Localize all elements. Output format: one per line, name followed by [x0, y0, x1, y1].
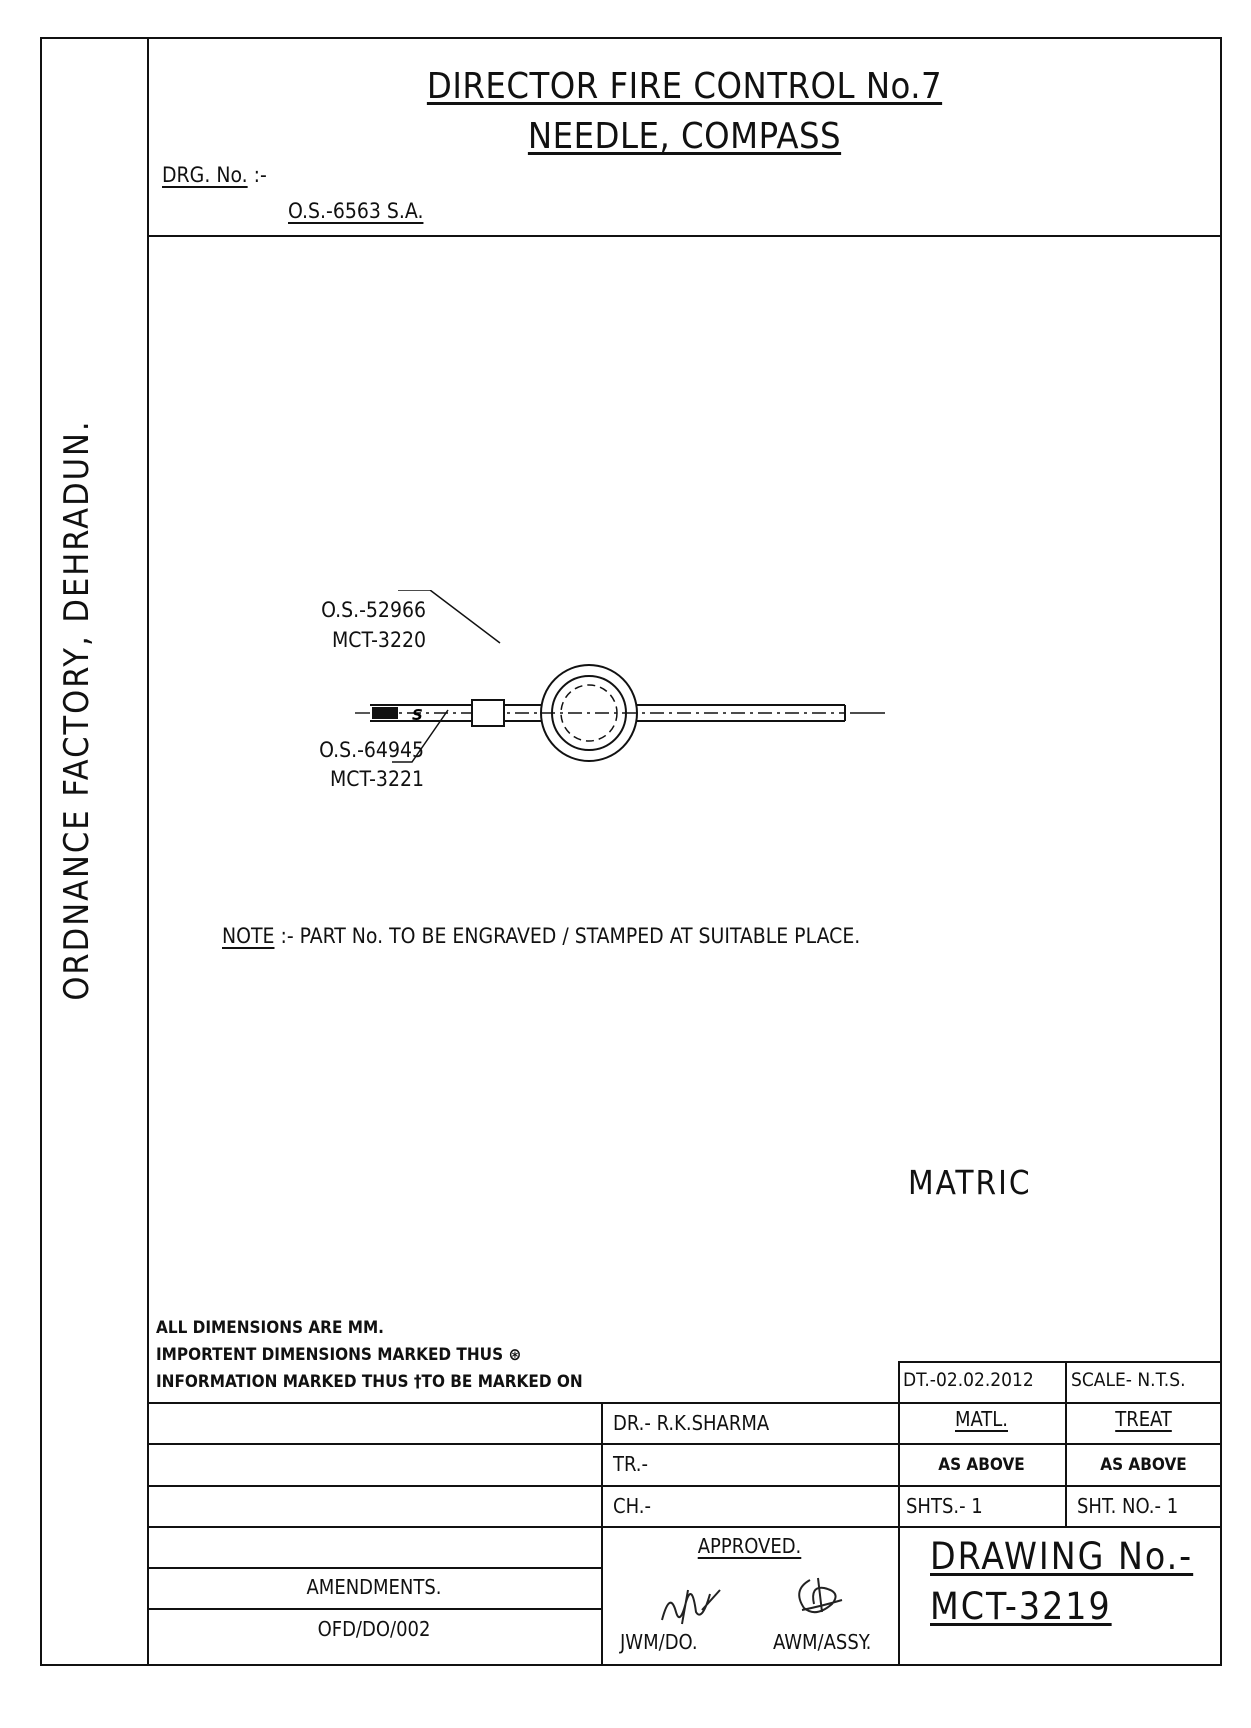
drawing-no-label-text: DRAWING No.- [930, 1535, 1194, 1578]
jwm-do-label: JWM/DO. [620, 1630, 698, 1654]
treat-value: AS ABOVE [1100, 1455, 1187, 1475]
title-line-1-text: DIRECTOR FIRE CONTROL No.7 [426, 66, 943, 107]
important-dimension-symbol: ⊛ [508, 1345, 522, 1365]
general-note-2 [156, 1345, 521, 1365]
note-text: :- PART No. TO BE ENGRAVED / STAMPED AT SUITABLE PLACE. [274, 924, 861, 948]
title-line-1 [147, 66, 1222, 107]
drawing-no-value-text: MCT-3219 [930, 1585, 1112, 1628]
tb-line-5 [147, 1567, 601, 1569]
general-note-1: ALL DIMENSIONS ARE MM. [156, 1318, 384, 1338]
general-note-3a: INFORMATION MARKED THUS [156, 1372, 409, 1392]
tb-line-top-right [898, 1361, 1222, 1363]
tb-line-4 [147, 1526, 1222, 1528]
general-note-2-text: IMPORTENT DIMENSIONS MARKED THUS [156, 1345, 504, 1365]
awm-assy-label: AWM/ASSY. [773, 1630, 872, 1654]
stamp-letter: S [412, 706, 423, 724]
ch-cell: CH.- [613, 1494, 651, 1518]
tr-cell: TR.- [613, 1452, 648, 1476]
treat-label: TREAT [1115, 1407, 1172, 1431]
general-note-3b: TO BE MARKED ON [421, 1372, 583, 1392]
drawing-no-value [930, 1585, 1112, 1628]
note [222, 924, 860, 948]
date-cell: DT.-02.02.2012 [903, 1369, 1034, 1391]
sht-no-cell: SHT. NO.- 1 [1077, 1494, 1179, 1518]
tb-vline-3 [1065, 1361, 1067, 1526]
tb-line-6 [147, 1608, 601, 1610]
tb-line-3 [147, 1485, 1222, 1487]
drg-label-suffix: :- [247, 163, 267, 187]
callout-bottom-line1: O.S.-64945 [319, 738, 424, 762]
collar [472, 700, 504, 726]
form-number: OFD/DO/002 [317, 1617, 431, 1641]
tb-line-2 [147, 1443, 1222, 1445]
matl-value: AS ABOVE [938, 1455, 1025, 1475]
drg-number: O.S.-6563 S.A. [288, 199, 424, 223]
callout-bottom-line2: MCT-3221 [330, 767, 424, 791]
shts-cell: SHTS.- 1 [906, 1494, 983, 1518]
note-label: NOTE [222, 924, 275, 948]
black-tip [372, 707, 398, 719]
header-divider [147, 235, 1222, 237]
matl-label-cell [898, 1407, 1065, 1431]
treat-label-cell [1065, 1407, 1222, 1431]
title-line-2 [147, 116, 1222, 157]
tb-line-1 [147, 1402, 1222, 1404]
drg-label: DRG. No. [162, 163, 248, 187]
general-note-3 [156, 1372, 583, 1392]
information-symbol: † [413, 1372, 422, 1392]
drawing-no-label [930, 1535, 1193, 1578]
amendments-label: AMENDMENTS. [306, 1575, 442, 1599]
signature-awm [788, 1574, 852, 1620]
scale-cell: SCALE- N.T.S. [1071, 1369, 1186, 1391]
approved-label-cell [601, 1534, 898, 1558]
callout-top-line2: MCT-3220 [332, 628, 426, 652]
dr-cell: DR.- R.K.SHARMA [613, 1411, 770, 1435]
callout-top-line1: O.S.-52966 [321, 598, 426, 622]
matl-label: MATL. [955, 1407, 1008, 1431]
approved-label: APPROVED. [697, 1534, 802, 1558]
matric-label: MATRIC [908, 1163, 1032, 1202]
side-factory-name: ORDNANCE FACTORY, DEHRADUN. [57, 419, 97, 1001]
drg-label-row [162, 163, 267, 187]
side-strip-divider [147, 37, 149, 1666]
title-line-2-text: NEEDLE, COMPASS [527, 116, 842, 157]
